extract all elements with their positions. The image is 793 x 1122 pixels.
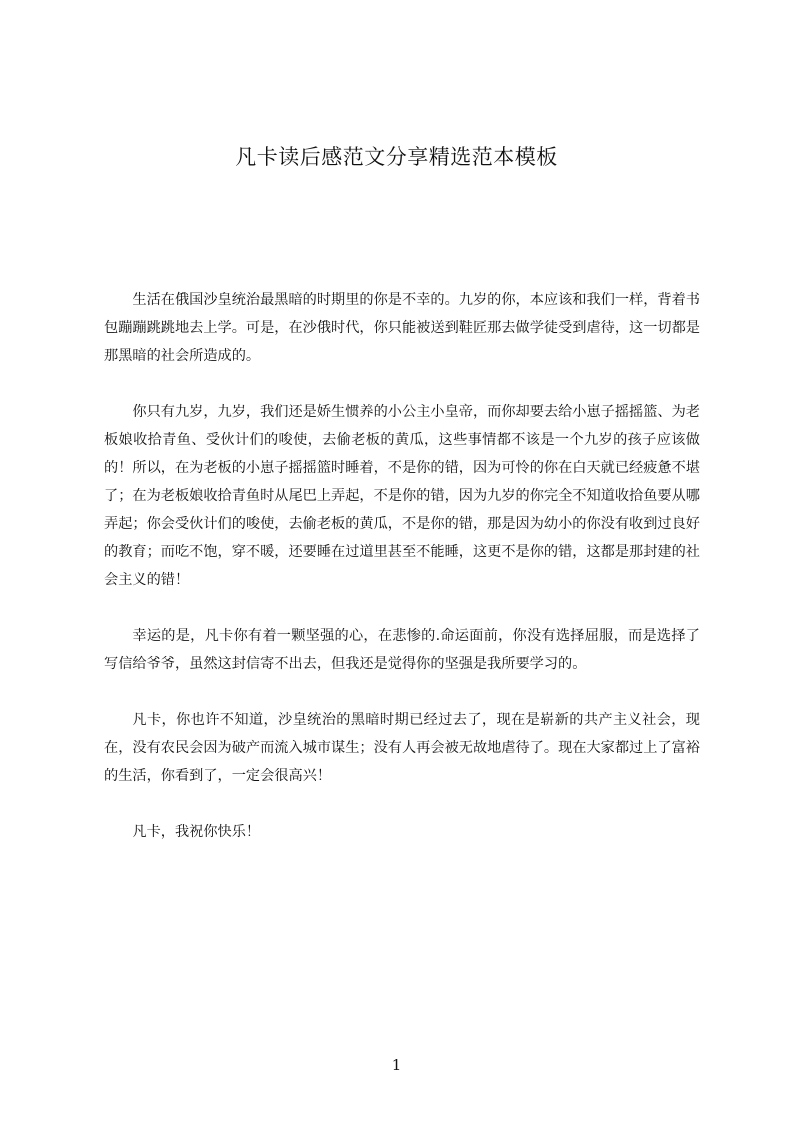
paragraph: 你只有九岁，九岁，我们还是娇生惯养的小公主小皇帝，而你却要去给小崽子摇摇篮、为老板娘收拾青鱼、受伙计们的唆使，去偷老板的黄瓜，这些事情都不该是一个九岁的孩子应该做的！所以，在为老板的小崽子摇摇篮时睡着，不是你的错，因为可怜的你在白天就已经疲惫不堪了；在为老板娘收拾青鱼时从尾巴上弄起，不是你的错，因为九岁的你完全不知道收拾鱼要从哪弄起；你会受伙计们的唆使，去偷老板的黄瓜，不是你的错，那是因为幼小的你没有收到过良好的教育；而吃不饱，穿不暖，还要睡在过道里甚至不能睡，这更不是你的错，这都是那封建的社会主义的错！ [104, 404, 700, 588]
paragraph: 凡卡，我祝你快乐！ [132, 824, 261, 840]
document-body [104, 286, 700, 874]
paragraph: 生活在俄国沙皇统治最黑暗的时期里的你是不幸的。九岁的你，本应该和我们一样，背着书包蹦蹦跳跳地去上学。可是，在沙俄时代，你只能被送到鞋匠那去做学徒受到虐待，这一切都是那黑暗的社会所造成的。 [104, 292, 700, 364]
paragraph: 幸运的是，凡卡你有着一颗坚强的心，在悲惨的.命运面前，你没有选择屈服，而是选择了写信给爷爷，虽然这封信寄不出去，但我还是觉得你的坚强是我所要学习的。 [104, 628, 700, 672]
document-title: 凡卡读后感范文分享精选范本模板 [235, 145, 558, 169]
page-number: 1 [391, 1056, 402, 1074]
paragraph: 凡卡，你也许不知道，沙皇统治的黑暗时期已经过去了，现在是崭新的共产主义社会，现在，没有农民会因为破产而流入城市谋生；没有人再会被无故地虐待了。现在大家都过上了富裕的生活，你看到了，一定会很高兴！ [104, 712, 700, 784]
